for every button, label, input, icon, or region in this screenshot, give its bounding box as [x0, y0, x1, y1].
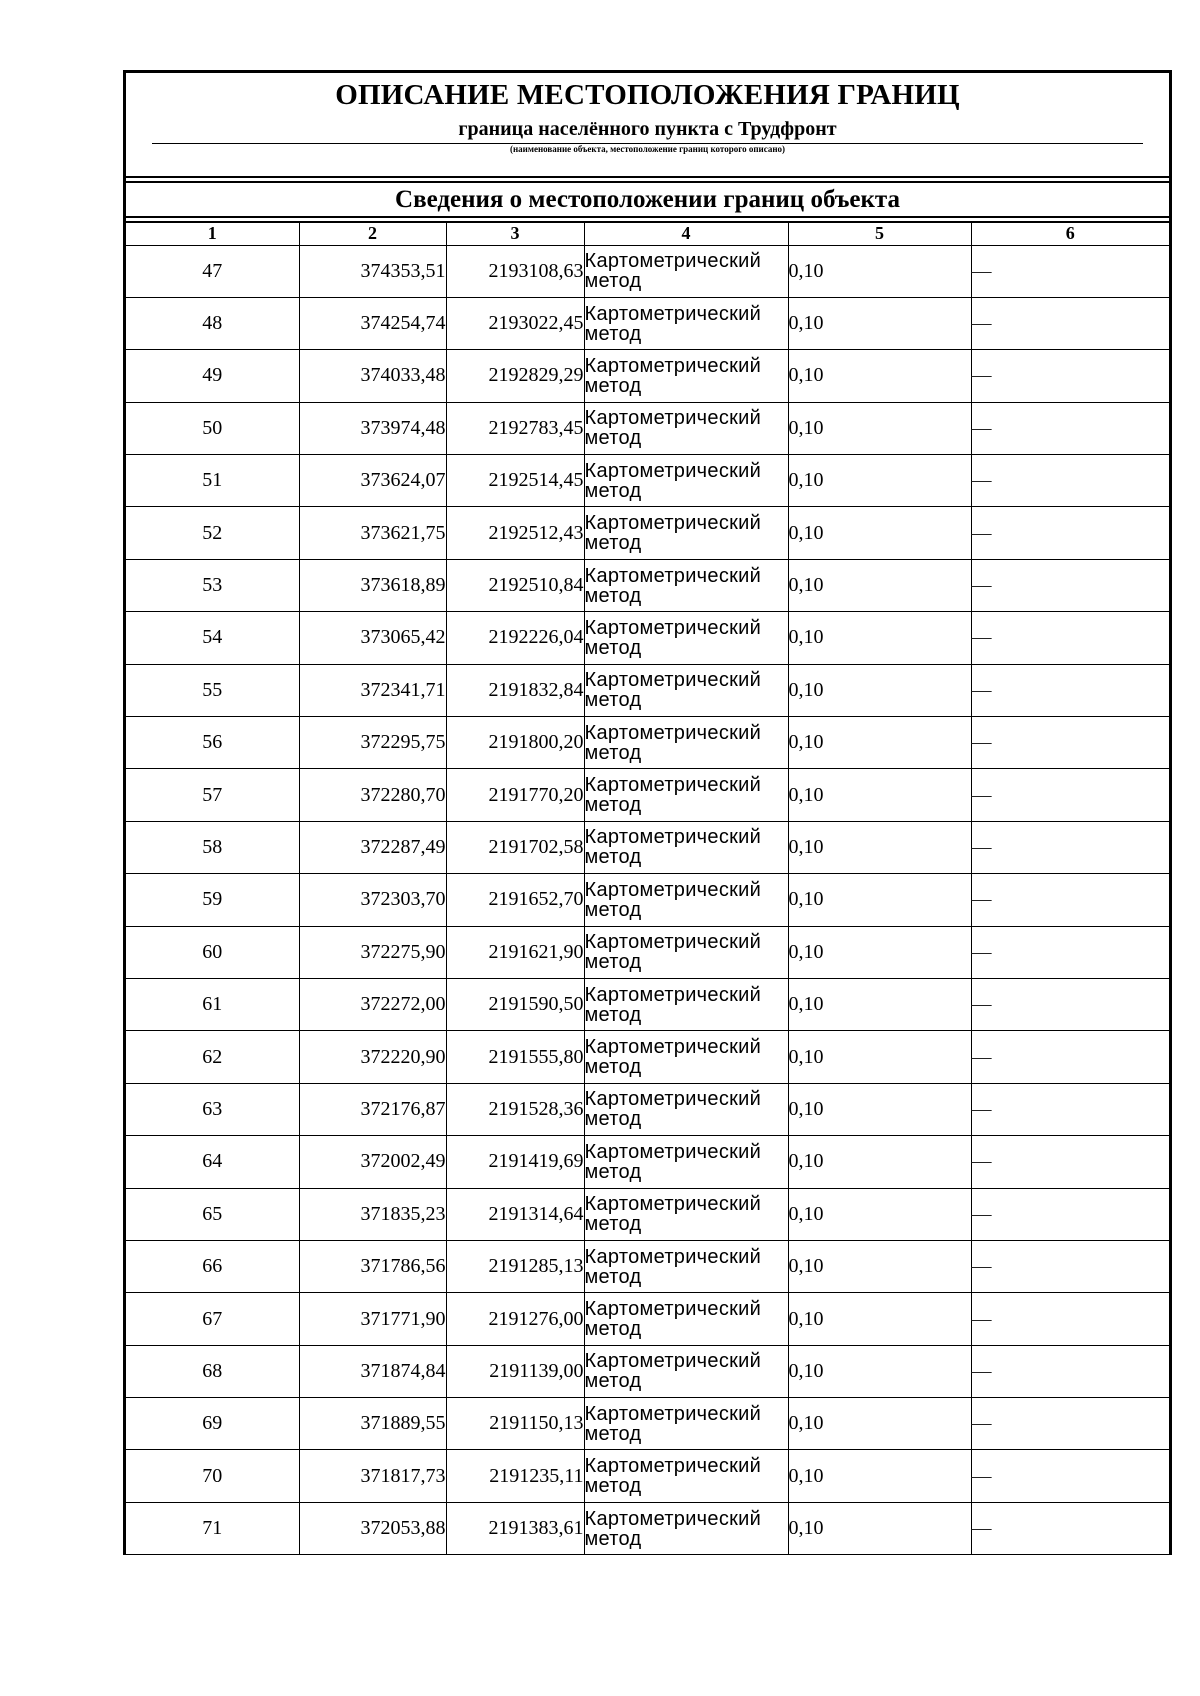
method-label-line1: Картометрический	[584, 354, 762, 377]
method-cell	[584, 1398, 788, 1450]
y-coordinate-cell: 2191621,90	[446, 926, 584, 978]
method-label-line1: Картометрический	[584, 1245, 762, 1268]
table-row	[126, 455, 1169, 507]
method-cell	[584, 297, 788, 349]
accuracy-cell: 0,10	[788, 1240, 971, 1292]
y-coordinate-cell: 2191139,00	[446, 1345, 584, 1397]
accuracy-cell: 0,10	[788, 1345, 971, 1397]
column-header-3: 3	[446, 222, 584, 245]
method-label-line1: Картометрический	[584, 1507, 762, 1530]
x-coordinate-cell: 373618,89	[299, 559, 446, 611]
x-coordinate-cell: 371889,55	[299, 1398, 446, 1450]
y-coordinate-cell: 2191314,64	[446, 1188, 584, 1240]
point-number-cell: 50	[126, 402, 299, 454]
y-coordinate-cell: 2192829,29	[446, 350, 584, 402]
note-cell: —	[971, 1031, 1169, 1083]
method-label-line2: метод	[584, 636, 642, 659]
method-label-line2: метод	[584, 1527, 642, 1550]
boundary-description-sheet	[123, 70, 1172, 1555]
method-label-line2: метод	[584, 1213, 642, 1236]
point-number-cell: 70	[126, 1450, 299, 1502]
column-header-2: 2	[299, 222, 446, 245]
accuracy-cell: 0,10	[788, 874, 971, 926]
note-cell: —	[971, 402, 1169, 454]
note-cell: —	[971, 717, 1169, 769]
method-cell	[584, 1345, 788, 1397]
x-coordinate-cell: 371874,84	[299, 1345, 446, 1397]
table-row	[126, 350, 1169, 402]
x-coordinate-cell: 372275,90	[299, 926, 446, 978]
y-coordinate-cell: 2191528,36	[446, 1083, 584, 1135]
accuracy-cell: 0,10	[788, 245, 971, 297]
y-coordinate-cell: 2191555,80	[446, 1031, 584, 1083]
point-number-cell: 69	[126, 1398, 299, 1450]
point-number-cell: 56	[126, 717, 299, 769]
method-label-line1: Картометрический	[584, 1193, 762, 1216]
table-row	[126, 245, 1169, 297]
table-row	[126, 402, 1169, 454]
point-number-cell: 51	[126, 455, 299, 507]
method-cell	[584, 821, 788, 873]
note-cell: —	[971, 455, 1169, 507]
y-coordinate-cell: 2191285,13	[446, 1240, 584, 1292]
method-label-line2: метод	[584, 898, 642, 921]
table-row	[126, 821, 1169, 873]
accuracy-cell: 0,10	[788, 664, 971, 716]
method-label-line1: Картометрический	[584, 826, 762, 849]
method-label-line2: метод	[584, 846, 642, 869]
title-block	[126, 73, 1169, 178]
method-label-line1: Картометрический	[584, 669, 762, 692]
y-coordinate-cell: 2191276,00	[446, 1293, 584, 1345]
note-cell: —	[971, 978, 1169, 1030]
method-label-line1: Картометрический	[584, 721, 762, 744]
accuracy-cell: 0,10	[788, 1136, 971, 1188]
column-header-5: 5	[788, 222, 971, 245]
y-coordinate-cell: 2191800,20	[446, 717, 584, 769]
x-coordinate-cell: 372002,49	[299, 1136, 446, 1188]
table-row	[126, 874, 1169, 926]
method-cell	[584, 1136, 788, 1188]
accuracy-cell: 0,10	[788, 455, 971, 507]
point-number-cell: 49	[126, 350, 299, 402]
method-label-line1: Картометрический	[584, 512, 762, 535]
method-label-line1: Картометрический	[584, 564, 762, 587]
x-coordinate-cell: 372280,70	[299, 769, 446, 821]
x-coordinate-cell: 373065,42	[299, 612, 446, 664]
table-row	[126, 769, 1169, 821]
method-label-line1: Картометрический	[584, 878, 762, 901]
section-title: Сведения о местоположении границ объекта	[126, 181, 1169, 218]
method-label-line1: Картометрический	[584, 1298, 762, 1320]
x-coordinate-cell: 372053,88	[299, 1502, 446, 1554]
column-header-1: 1	[126, 222, 299, 245]
x-coordinate-cell: 374353,51	[299, 245, 446, 297]
point-number-cell: 55	[126, 664, 299, 716]
accuracy-cell: 0,10	[788, 821, 971, 873]
method-cell	[584, 1031, 788, 1083]
table-row	[126, 1345, 1169, 1397]
method-cell	[584, 612, 788, 664]
method-label-line1: Картометрический	[584, 774, 762, 797]
point-number-cell: 53	[126, 559, 299, 611]
x-coordinate-cell: 374254,74	[299, 297, 446, 349]
x-coordinate-cell: 371817,73	[299, 1450, 446, 1502]
accuracy-cell: 0,10	[788, 717, 971, 769]
table-row	[126, 717, 1169, 769]
y-coordinate-cell: 2191590,50	[446, 978, 584, 1030]
method-label-line2: метод	[584, 584, 642, 607]
y-coordinate-cell: 2191770,20	[446, 769, 584, 821]
method-cell	[584, 507, 788, 559]
note-cell: —	[971, 926, 1169, 978]
x-coordinate-cell: 372220,90	[299, 1031, 446, 1083]
note-cell: —	[971, 1345, 1169, 1397]
point-number-cell: 67	[126, 1293, 299, 1345]
y-coordinate-cell: 2193108,63	[446, 245, 584, 297]
x-coordinate-cell: 372341,71	[299, 664, 446, 716]
method-label-line1: Картометрический	[584, 931, 762, 954]
note-cell: —	[971, 350, 1169, 402]
table-row	[126, 1083, 1169, 1135]
y-coordinate-cell: 2192510,84	[446, 559, 584, 611]
coordinates-table	[126, 221, 1169, 1555]
method-cell	[584, 664, 788, 716]
point-number-cell: 71	[126, 1502, 299, 1554]
accuracy-cell: 0,10	[788, 1450, 971, 1502]
y-coordinate-cell: 2192783,45	[446, 402, 584, 454]
table-row	[126, 1240, 1169, 1292]
x-coordinate-cell: 373621,75	[299, 507, 446, 559]
accuracy-cell: 0,10	[788, 769, 971, 821]
method-label-line2: метод	[584, 270, 642, 293]
table-row	[126, 507, 1169, 559]
y-coordinate-cell: 2191150,13	[446, 1398, 584, 1450]
y-coordinate-cell: 2191419,69	[446, 1136, 584, 1188]
point-number-cell: 62	[126, 1031, 299, 1083]
method-label-line2: метод	[584, 1003, 642, 1026]
table-row	[126, 1136, 1169, 1188]
y-coordinate-cell: 2192514,45	[446, 455, 584, 507]
point-number-cell: 60	[126, 926, 299, 978]
accuracy-cell: 0,10	[788, 559, 971, 611]
note-cell: —	[971, 1293, 1169, 1345]
method-label-line2: метод	[584, 1108, 642, 1131]
method-label-line1: Картометрический	[584, 407, 762, 430]
accuracy-cell: 0,10	[788, 1031, 971, 1083]
method-cell	[584, 1188, 788, 1240]
point-number-cell: 57	[126, 769, 299, 821]
method-cell	[584, 402, 788, 454]
method-cell	[584, 1450, 788, 1502]
point-number-cell: 64	[126, 1136, 299, 1188]
document-title: ОПИСАНИЕ МЕСТОПОЛОЖЕНИЯ ГРАНИЦ	[335, 79, 960, 111]
method-label-line1: Картометрический	[584, 1140, 762, 1163]
method-cell	[584, 350, 788, 402]
method-label-line2: метод	[584, 1056, 642, 1079]
accuracy-cell: 0,10	[788, 978, 971, 1030]
accuracy-cell: 0,10	[788, 297, 971, 349]
note-cell: —	[971, 1398, 1169, 1450]
method-label-line2: метод	[584, 322, 642, 345]
point-number-cell: 54	[126, 612, 299, 664]
note-cell: —	[971, 559, 1169, 611]
note-cell: —	[971, 1083, 1169, 1135]
point-number-cell: 63	[126, 1083, 299, 1135]
x-coordinate-cell: 371835,23	[299, 1188, 446, 1240]
x-coordinate-cell: 372303,70	[299, 874, 446, 926]
table-row	[126, 559, 1169, 611]
table-row	[126, 612, 1169, 664]
table-body	[126, 245, 1169, 1555]
method-label-line2: метод	[584, 1422, 642, 1445]
x-coordinate-cell: 371771,90	[299, 1293, 446, 1345]
method-cell	[584, 245, 788, 297]
method-label-line1: Картометрический	[584, 1350, 762, 1373]
y-coordinate-cell: 2191832,84	[446, 664, 584, 716]
x-coordinate-cell: 373974,48	[299, 402, 446, 454]
table-row	[126, 1502, 1169, 1554]
note-cell: —	[971, 874, 1169, 926]
method-label-line1: Картометрический	[584, 1036, 762, 1059]
point-number-cell: 59	[126, 874, 299, 926]
accuracy-cell: 0,10	[788, 612, 971, 664]
x-coordinate-cell: 372176,87	[299, 1083, 446, 1135]
x-coordinate-cell: 372295,75	[299, 717, 446, 769]
table-row	[126, 926, 1169, 978]
table-row	[126, 1188, 1169, 1240]
accuracy-cell: 0,10	[788, 402, 971, 454]
accuracy-cell: 0,10	[788, 1188, 971, 1240]
point-number-cell: 66	[126, 1240, 299, 1292]
column-header-6: 6	[971, 222, 1169, 245]
method-cell	[584, 1240, 788, 1292]
table-row	[126, 1398, 1169, 1450]
x-coordinate-cell: 372287,49	[299, 821, 446, 873]
table-header-row	[126, 222, 1169, 245]
subtitle-note: (наименование объекта, местоположение границ которого описано)	[509, 144, 786, 154]
note-cell: —	[971, 1136, 1169, 1188]
note-cell: —	[971, 507, 1169, 559]
method-cell	[584, 717, 788, 769]
point-number-cell: 48	[126, 297, 299, 349]
method-cell	[584, 455, 788, 507]
y-coordinate-cell: 2193022,45	[446, 297, 584, 349]
y-coordinate-cell: 2191383,61	[446, 1502, 584, 1554]
method-label-line1: Картометрический	[584, 250, 762, 273]
method-label-line1: Картометрический	[584, 459, 762, 482]
note-cell: —	[971, 821, 1169, 873]
x-coordinate-cell: 374033,48	[299, 350, 446, 402]
method-label-line1: Картометрический	[584, 1455, 762, 1478]
accuracy-cell: 0,10	[788, 507, 971, 559]
table-row	[126, 297, 1169, 349]
method-label-line2: метод	[584, 794, 642, 817]
x-coordinate-cell: 372272,00	[299, 978, 446, 1030]
point-number-cell: 65	[126, 1188, 299, 1240]
note-cell: —	[971, 1188, 1169, 1240]
point-number-cell: 68	[126, 1345, 299, 1397]
note-cell: —	[971, 769, 1169, 821]
document-subtitle: граница населённого пункта с Трудфронт	[458, 118, 837, 140]
point-number-cell: 52	[126, 507, 299, 559]
table-row	[126, 1450, 1169, 1502]
method-label-line2: метод	[584, 689, 642, 712]
method-cell	[584, 874, 788, 926]
note-cell: —	[971, 612, 1169, 664]
accuracy-cell: 0,10	[788, 350, 971, 402]
table-row	[126, 664, 1169, 716]
column-header-4: 4	[584, 222, 788, 245]
note-cell: —	[971, 664, 1169, 716]
method-label-line2: метод	[584, 1475, 642, 1498]
method-label-line1: Картометрический	[584, 983, 762, 1006]
point-number-cell: 47	[126, 245, 299, 297]
table-row	[126, 978, 1169, 1030]
method-label-line1: Картометрический	[584, 1402, 762, 1425]
note-cell: —	[971, 1502, 1169, 1554]
note-cell: —	[971, 1240, 1169, 1292]
note-cell: —	[971, 245, 1169, 297]
method-cell	[584, 1083, 788, 1135]
x-coordinate-cell: 371786,56	[299, 1240, 446, 1292]
method-label-line2: метод	[584, 1265, 642, 1288]
y-coordinate-cell: 2191702,58	[446, 821, 584, 873]
method-label-line2: метод	[584, 479, 642, 502]
method-label-line1: Картометрический	[584, 616, 762, 639]
point-number-cell: 58	[126, 821, 299, 873]
method-cell	[584, 1502, 788, 1554]
y-coordinate-cell: 2191235,11	[446, 1450, 584, 1502]
method-cell	[584, 769, 788, 821]
method-cell	[584, 1293, 788, 1345]
accuracy-cell: 0,10	[788, 1398, 971, 1450]
method-label-line1: Картометрический	[584, 302, 762, 325]
method-label-line2: метод	[584, 1318, 642, 1340]
accuracy-cell: 0,10	[788, 926, 971, 978]
method-label-line1: Картометрический	[584, 1088, 762, 1111]
table-row	[126, 1031, 1169, 1083]
method-label-line2: метод	[584, 1370, 642, 1393]
y-coordinate-cell: 2191652,70	[446, 874, 584, 926]
method-label-line2: метод	[584, 374, 642, 397]
method-label-line2: метод	[584, 951, 642, 974]
note-cell: —	[971, 297, 1169, 349]
accuracy-cell: 0,10	[788, 1293, 971, 1345]
y-coordinate-cell: 2192226,04	[446, 612, 584, 664]
method-cell	[584, 926, 788, 978]
accuracy-cell: 0,10	[788, 1083, 971, 1135]
point-number-cell: 61	[126, 978, 299, 1030]
method-cell	[584, 978, 788, 1030]
method-label-line2: метод	[584, 741, 642, 764]
table-row	[126, 1293, 1169, 1345]
method-label-line2: метод	[584, 427, 642, 450]
note-cell: —	[971, 1450, 1169, 1502]
method-label-line2: метод	[584, 1160, 642, 1183]
method-label-line2: метод	[584, 532, 642, 555]
method-cell	[584, 559, 788, 611]
y-coordinate-cell: 2192512,43	[446, 507, 584, 559]
accuracy-cell: 0,10	[788, 1502, 971, 1554]
x-coordinate-cell: 373624,07	[299, 455, 446, 507]
